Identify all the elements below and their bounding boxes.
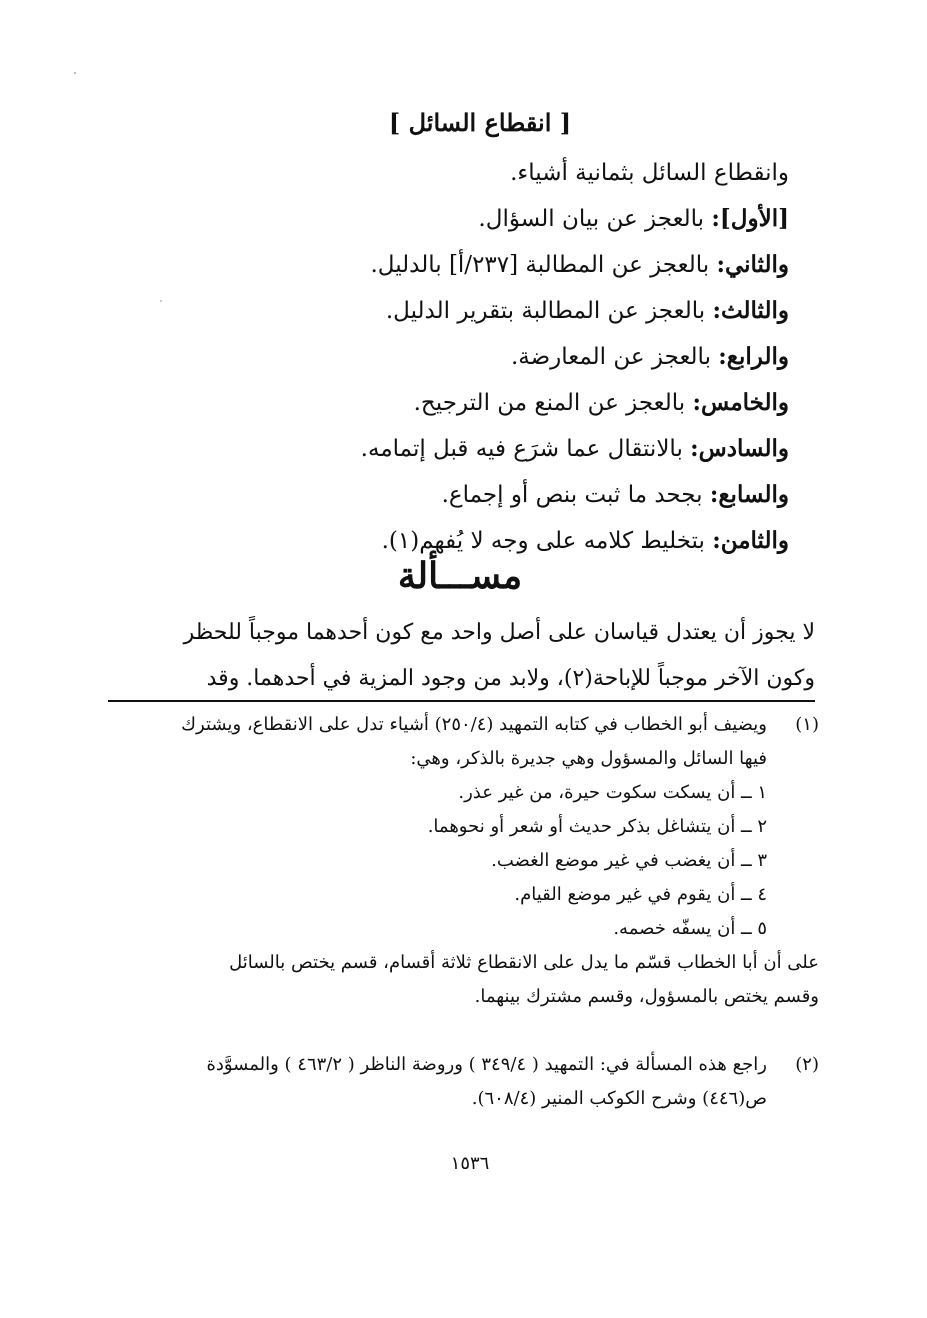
list-item xyxy=(189,380,789,426)
footnote-line: ٣ ــ أن يغضب في غير موضع الغضب. xyxy=(491,850,767,871)
footnote-line: راجع هذه المسألة في: التمهيد ( ٣٤٩/٤ ) وروضة الناظر ( ٤٦٣/٢ ) والمسوَّدة xyxy=(206,1054,767,1075)
list-item xyxy=(189,196,789,242)
footnote-line: وقسم يختص بالمسؤول، وقسم مشترك بينهما. xyxy=(474,986,819,1007)
footnote-line: ١ ــ أن يسكت سكوت حيرة، من غير عذر. xyxy=(458,782,767,803)
list-item xyxy=(189,334,789,380)
item-text: بجحد ما ثبت بنص أو إجماع. xyxy=(441,482,710,508)
page-number: ١٥٣٦ xyxy=(450,1153,490,1174)
item-label: والرابع: xyxy=(718,343,789,370)
list-item xyxy=(189,426,789,472)
item-text: بالعجز عن بيان السؤال. xyxy=(478,206,712,232)
item-label: والثالث: xyxy=(712,297,789,324)
footnote-line: ٤ ــ أن يقوم في غير موضع القيام. xyxy=(514,884,767,905)
masala-title: مســـألة xyxy=(397,555,523,597)
item-label: والثاني: xyxy=(716,251,789,278)
paragraph-line: لا يجوز أن يعتدل قياسان على أصل واحد مع كون أحدهما موجباً للحظر xyxy=(183,620,815,645)
section-heading: [ انقطاع السائل ] xyxy=(388,108,572,137)
scan-speck xyxy=(160,300,162,302)
item-label: والخامس: xyxy=(692,389,789,416)
footnote-number: (١) xyxy=(795,714,819,735)
item-label: والسادس: xyxy=(690,435,789,462)
item-text: بالعجز عن المعارضة. xyxy=(510,344,719,370)
footnote-line: ٥ ــ أن يسفّه خصمه. xyxy=(613,918,767,939)
footnote-line: ٢ ــ أن يتشاغل بذكر حديث أو شعر أو نحوهما. xyxy=(427,816,767,837)
item-text: بتخليط كلامه على وجه لا يُفهم(١). xyxy=(381,528,713,554)
item-text: بالعجز عن المطالبة بتقرير الدليل. xyxy=(385,298,713,324)
item-label: والسابع: xyxy=(709,481,789,508)
footnote-line: على أن أبا الخطاب قسّم ما يدل على الانقطاع ثلاثة أقسام، قسم يختص بالسائل xyxy=(229,952,819,973)
scan-speck xyxy=(74,72,76,74)
list-item xyxy=(189,242,789,288)
list-item xyxy=(189,472,789,518)
list-item xyxy=(189,288,789,334)
footnote-number: (٢) xyxy=(795,1054,819,1075)
item-text: بالانتقال عما شرَع فيه قبل إتمامه. xyxy=(360,436,691,462)
footnote-line: ويضيف أبو الخطاب في كتابه التمهيد (٢٥٠/٤) أشياء تدل على الانقطاع، ويشترك xyxy=(181,714,767,735)
item-label: والثامن: xyxy=(712,527,789,554)
intro-line: وانقطاع السائل بثمانية أشياء. xyxy=(510,160,789,186)
item-text: بالعجز عن المطالبة [٢٣٧/أ] بالدليل. xyxy=(370,252,717,278)
footnote-line: ص(٤٤٦) وشرح الكوكب المنير (٦٠٨/٤). xyxy=(471,1088,767,1109)
main-text xyxy=(189,150,789,564)
footnote-divider xyxy=(108,700,815,702)
body-paragraph xyxy=(115,610,815,702)
footnote xyxy=(109,1048,819,1116)
item-label: [الأول]: xyxy=(711,205,789,232)
footnote-line: فيها السائل والمسؤول وهي جديرة بالذكر، وهي: xyxy=(410,748,767,769)
paragraph-line: وكون الآخر موجباً للإباحة(٢)، ولابد من وجود المزية في أحدهما. وقد xyxy=(206,666,815,691)
item-text: بالعجز عن المنع من الترجيح. xyxy=(413,390,693,416)
footnote xyxy=(109,708,819,1014)
